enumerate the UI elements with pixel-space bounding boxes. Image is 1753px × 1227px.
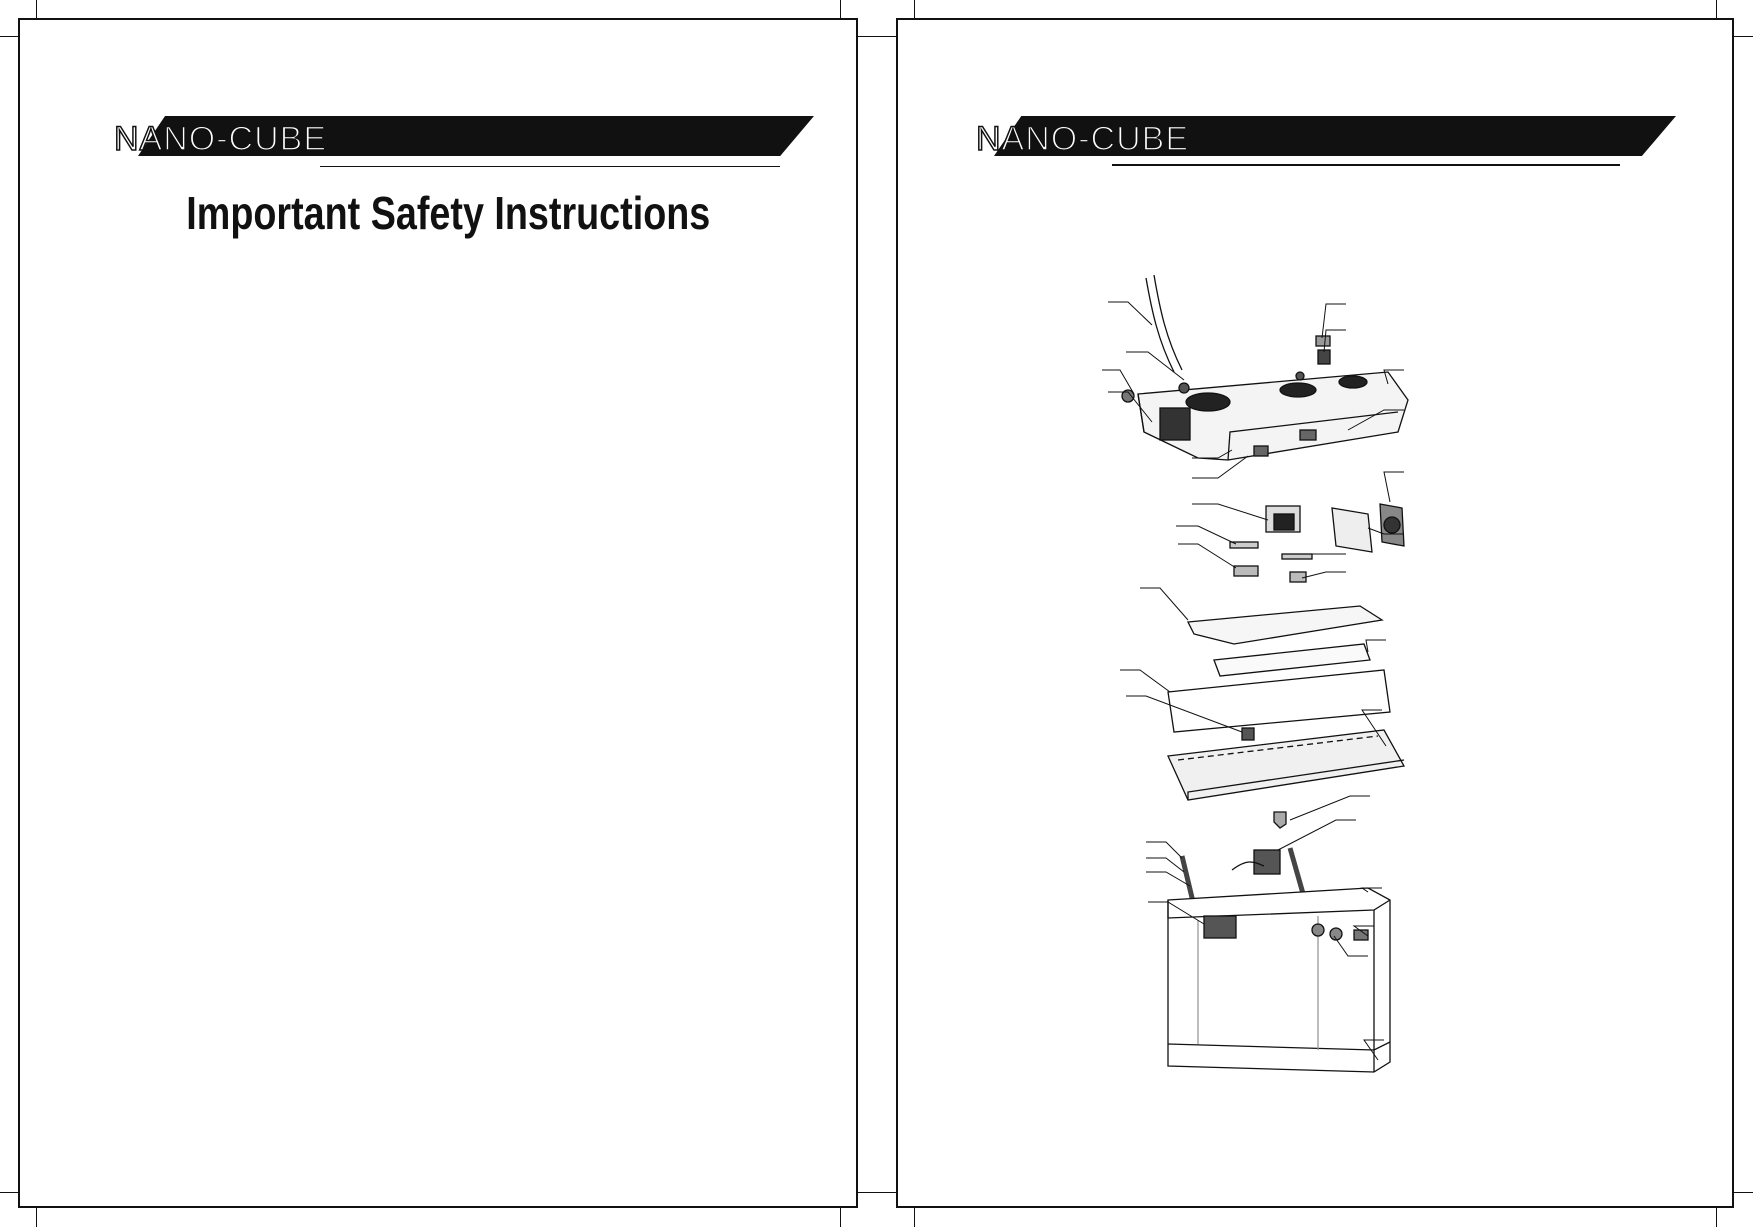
parts-exploded-diagram — [898, 20, 1736, 1210]
power-cord — [1146, 275, 1182, 372]
crop-mark — [0, 1192, 18, 1193]
crop-mark — [0, 36, 18, 37]
lighting-tray — [1168, 730, 1404, 800]
page-parts — [896, 18, 1734, 1208]
crop-mark — [858, 36, 896, 37]
header-rule — [320, 166, 780, 167]
crop-mark — [1734, 36, 1753, 37]
ballast — [1266, 506, 1300, 532]
pump — [1232, 850, 1280, 874]
lamp-socket — [1242, 728, 1254, 740]
page-title: Important Safety Instructions — [186, 187, 711, 239]
crop-mark — [914, 1208, 915, 1227]
brand-logo: NANO-CUBE — [114, 120, 328, 158]
crop-mark — [36, 0, 37, 18]
small-clips — [1230, 542, 1312, 582]
reflector — [1188, 606, 1382, 644]
glass-lid — [1168, 670, 1390, 732]
crop-mark — [858, 1192, 896, 1193]
page-safety-instructions — [18, 18, 858, 1208]
brand-logo: NANO-CUBE — [976, 120, 1190, 158]
aquarium-tank — [1168, 888, 1390, 1072]
section-label: Parts — [1498, 123, 1559, 156]
crop-mark — [1734, 1192, 1753, 1193]
crop-mark — [914, 0, 915, 18]
crop-mark — [840, 1208, 841, 1227]
crop-mark — [840, 0, 841, 18]
splash-cover — [1214, 644, 1370, 676]
crop-mark — [1716, 0, 1717, 18]
crop-mark — [36, 1208, 37, 1227]
hood-assembly — [1138, 372, 1408, 460]
elbow-fitting — [1274, 812, 1286, 828]
crop-mark — [1716, 1208, 1717, 1227]
